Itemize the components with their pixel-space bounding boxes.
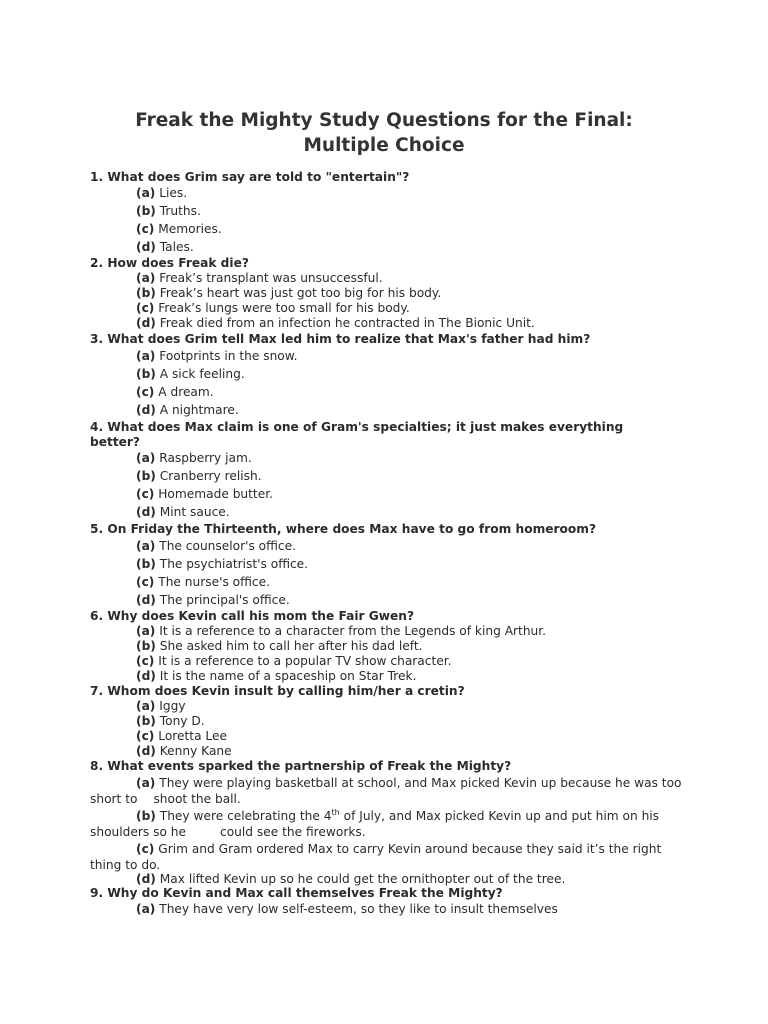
answer-6a: (a) It is a reference to a character from the Legends of king Arthur. <box>136 624 547 638</box>
answer-4d: (d) Mint sauce. <box>136 505 230 519</box>
answer-7c: (c) Loretta Lee <box>136 729 227 743</box>
question-8: 8. What events sparked the partnership of Freak the Mighty? <box>90 759 512 773</box>
answer-3b: (b) A sick feeling. <box>136 367 245 381</box>
question-4: 4. What does Max claim is one of Gram's specialties; it just makes everything better? <box>90 420 624 449</box>
answer-3d: (d) A nightmare. <box>136 403 239 417</box>
answer-5b: (b) The psychiatrist's office. <box>136 557 309 571</box>
answer-7b: (b) Tony D. <box>136 714 205 728</box>
question-6: 6. Why does Kevin call his mom the Fair Gwen? <box>90 609 415 623</box>
question-2: 2. How does Freak die? <box>90 256 249 270</box>
answer-2a: (a) Freak’s transplant was unsuccessful. <box>136 271 383 285</box>
answer-8d: (d) Max lifted Kevin up so he could get the ornithopter out of the tree. <box>136 872 566 886</box>
answer-2b: (b) Freak’s heart was just got too big for his body. <box>136 286 442 300</box>
answer-4b: (b) Cranberry relish. <box>136 469 262 483</box>
answer-2d: (d) Freak died from an infection he contracted in The Bionic Unit. <box>136 316 535 330</box>
answer-6c: (c) It is a reference to a popular TV show character. <box>136 654 452 668</box>
answer-4c: (c) Homemade butter. <box>136 487 273 501</box>
question-1: 1. What does Grim say are told to "entertain"? <box>90 170 410 184</box>
answer-5a: (a) The counselor's office. <box>136 539 296 553</box>
document-title: Freak the Mighty Study Questions for the Final: Multiple Choice <box>135 110 633 156</box>
answer-3a: (a) Footprints in the snow. <box>136 349 298 363</box>
question-3: 3. What does Grim tell Max led him to realize that Max's father had him? <box>90 332 591 346</box>
answer-8c: (c) Grim and Gram ordered Max to carry Kevin around because they said it’s the right thing to do. <box>90 842 662 872</box>
answer-9a: (a) They have very low self-esteem, so they like to insult themselves <box>136 902 558 916</box>
answer-7a: (a) Iggy <box>136 699 186 713</box>
question-5: 5. On Friday the Thirteenth, where does Max have to go from homeroom? <box>90 522 597 536</box>
question-7: 7. Whom does Kevin insult by calling him/her a cretin? <box>90 684 465 698</box>
answer-8a: (a) They were playing basketball at school, and Max picked Kevin up because he was too short to shoot the ball. <box>90 776 682 806</box>
answer-7d: (d) Kenny Kane <box>136 744 232 758</box>
answer-8b: (b) They were celebrating the 4th of July, and Max picked Kevin up and put him on his shoulders so he could see the fireworks. <box>90 807 660 839</box>
answer-1c: (c) Memories. <box>136 222 222 236</box>
answer-5d: (d) The principal's office. <box>136 593 290 607</box>
answer-3c: (c) A dream. <box>136 385 214 399</box>
answer-1d: (d) Tales. <box>136 240 194 254</box>
answer-6d: (d) It is the name of a spaceship on Star Trek. <box>136 669 417 683</box>
answer-1b: (b) Truths. <box>136 204 201 218</box>
answer-6b: (b) She asked him to call her after his dad left. <box>136 639 423 653</box>
answer-2c: (c) Freak’s lungs were too small for his body. <box>136 301 410 315</box>
answer-5c: (c) The nurse's office. <box>136 575 270 589</box>
answer-1a: (a) Lies. <box>136 186 188 200</box>
answer-4a: (a) Raspberry jam. <box>136 451 252 465</box>
question-9: 9. Why do Kevin and Max call themselves Freak the Mighty? <box>90 886 503 900</box>
